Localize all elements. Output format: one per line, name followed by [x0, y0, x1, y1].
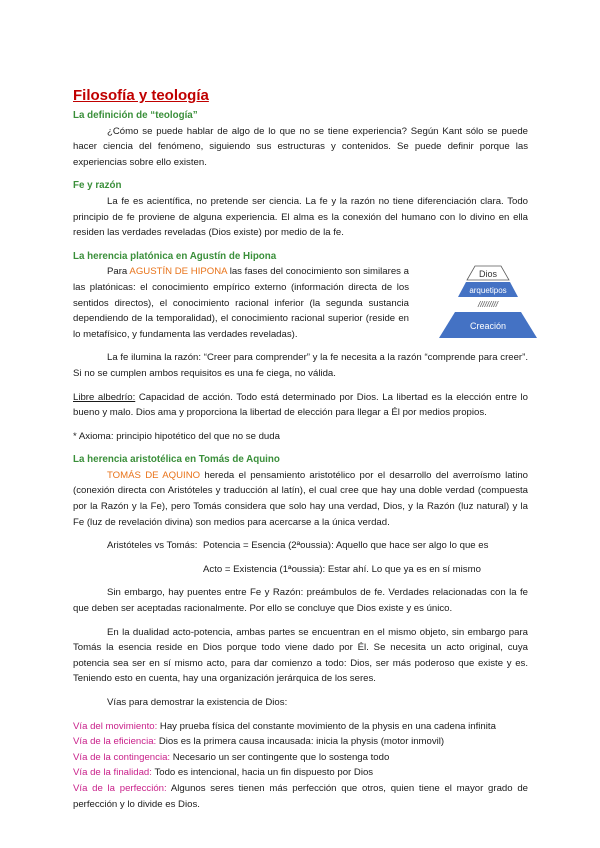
comparison-acto: Acto = Existencia (1ªoussia): Estar ahí. Lo que ya es en sí mismo [203, 563, 481, 575]
via-eficiencia [73, 734, 528, 750]
agustin-name: AGUSTÍN DE HIPONA [129, 266, 228, 278]
comparison-potencia: Potencia = Esencia (2ªoussia): Aquello que hace ser algo lo que es [203, 540, 489, 552]
tomas-text: hereda el pensamiento aristotélico por el desarrollo del averroísmo latino (conexión directa con Aristóteles y traducción al latín), el cual cree que hay una doble verdad (compuesta por la Razón y la Fe), pero Tomás considera que solo hay una verdad, Dios, y la Razón (luz natural) y la Fe (luz de revelación divina) son medios para acercarse a la única verdad. [73, 469, 528, 528]
comparison-label: Aristóteles vs Tomás: [107, 540, 198, 552]
paragraph-libre-albedrio [73, 390, 528, 421]
paragraph-agustin [73, 264, 409, 342]
paragraph-axioma: * Axioma: principio hipotético del que no se duda [73, 430, 280, 442]
paragraph-fe-y-razon: La fe es acientífica, no pretende ser ciencia. La fe y la razón no tiene diferenciación clara. Todo principio de fe proviene de alguna experiencia. El alma es la conexión del humano con lo divino en ella residen las verdades reveladas (Dios existe) por medio de la fe. [73, 195, 528, 239]
platonic-block [73, 264, 528, 342]
paragraph-fe-ilumina: La fe ilumina la razón: “Creer para comprender” y la fe necesita a la razón “comprende para creer”. Si no se cumplen ambos requisitos es una fe ciega, no válida. [73, 352, 528, 379]
agustin-text: las fases del conocimiento son similares a las platónicas: el conocimiento empírico externo (información directa de los sentidos directos), el conocimiento racional inferior (la segunda sustancia dependiendo de la temporalidad), el conocimiento racional superior (reside en lo metafísico, y fundamenta las verdades reveladas). [73, 266, 409, 340]
pyramid-bottom-label: Creación [469, 321, 507, 332]
comparison-empty [107, 562, 203, 578]
via-movimiento [73, 719, 528, 735]
tomas-name: TOMÁS DE AQUINO [107, 469, 201, 481]
paragraph-tomas [73, 468, 528, 530]
document-page [73, 86, 528, 812]
libre-albedrio-label: Libre albedrío: [73, 391, 136, 403]
paragraph-dualidad: En la dualidad acto-potencia, ambas partes se encuentran en el mismo objeto, sin embargo para Tomás la esencia reside en Dios porque todo viene dado por Él. Se necesita un acto original, cuya potencia sea ser en sí mismo acto, para dar comienzo a todo: Dios, ser más poderoso que existe y es. Teniendo esto en cuenta, hay una organización jerárquica de los seres. [73, 626, 528, 685]
via-text: Algunos seres tienen más perfección que otros, quien tiene el mayor grado de perfección y lo divide es Dios. [73, 782, 528, 810]
heading-fe-y-razon: Fe y razón [73, 180, 122, 192]
via-label: Vía de la finalidad: [73, 767, 152, 779]
pyramid-middle-label: arquetipos [469, 286, 507, 296]
via-label: Vía del movimiento: [73, 720, 158, 732]
knowledge-pyramid-diagram [429, 260, 547, 346]
via-label: Vía de la perfección: [73, 782, 167, 794]
pyramid-top-label: Dios [478, 269, 498, 280]
paragraph-definicion: ¿Cómo se puede hablar de algo de lo que no se tiene experiencia? Según Kant sólo se puede hacer ciencia del fenómeno, siguiendo sus estructuras y contenidos. Se puede definir porque las experiencias sobre ello existen. [73, 125, 528, 168]
heading-herencia-platonica: La herencia platónica en Agustín de Hipona [73, 250, 277, 262]
agustin-pre: Para [107, 266, 130, 278]
comparison-row-potencia [107, 538, 528, 554]
via-perfeccion [73, 781, 528, 812]
via-text: Todo es intencional, hacia un fin dispuesto por Dios [151, 767, 374, 779]
via-text: Hay prueba física del constante movimiento de la physis en una cadena infinita [157, 720, 496, 732]
via-text: Necesario un ser contingente que lo sostenga todo [170, 751, 390, 763]
paragraph-vias-intro: Vías para demostrar la existencia de Dios: [107, 697, 288, 708]
libre-albedrio-text: Capacidad de acción. Todo está determinado por Dios. La libertad es la elección entre lo bueno y malo. Dios ama y proporciona la libertad de elección para llegar a Él por medios propios. [73, 391, 528, 419]
comparison-row-acto [107, 562, 528, 578]
heading-herencia-aristotelica: La herencia aristotélica en Tomás de Aquino [73, 454, 280, 466]
page-title: Filosofía y teología [73, 87, 209, 104]
vias-list [73, 719, 528, 813]
via-text: Dios es la primera causa incausada: inicia la physis (motor inmovil) [156, 736, 445, 748]
via-contingencia [73, 750, 528, 766]
via-label: Vía de la contingencia: [73, 751, 171, 763]
via-finalidad [73, 765, 528, 781]
via-label: Vía de la eficiencia: [73, 736, 157, 748]
pyramid-band-label: ///////// [477, 300, 499, 310]
paragraph-puentes: Sin embargo, hay puentes entre Fe y Razón: preámbulos de fe. Verdades relacionadas con la fe que deben ser aceptadas racionalmente. Por ello se concluye que Dios existe y es único. [73, 587, 528, 615]
heading-definicion-teologia: La definición de “teología” [73, 110, 198, 121]
